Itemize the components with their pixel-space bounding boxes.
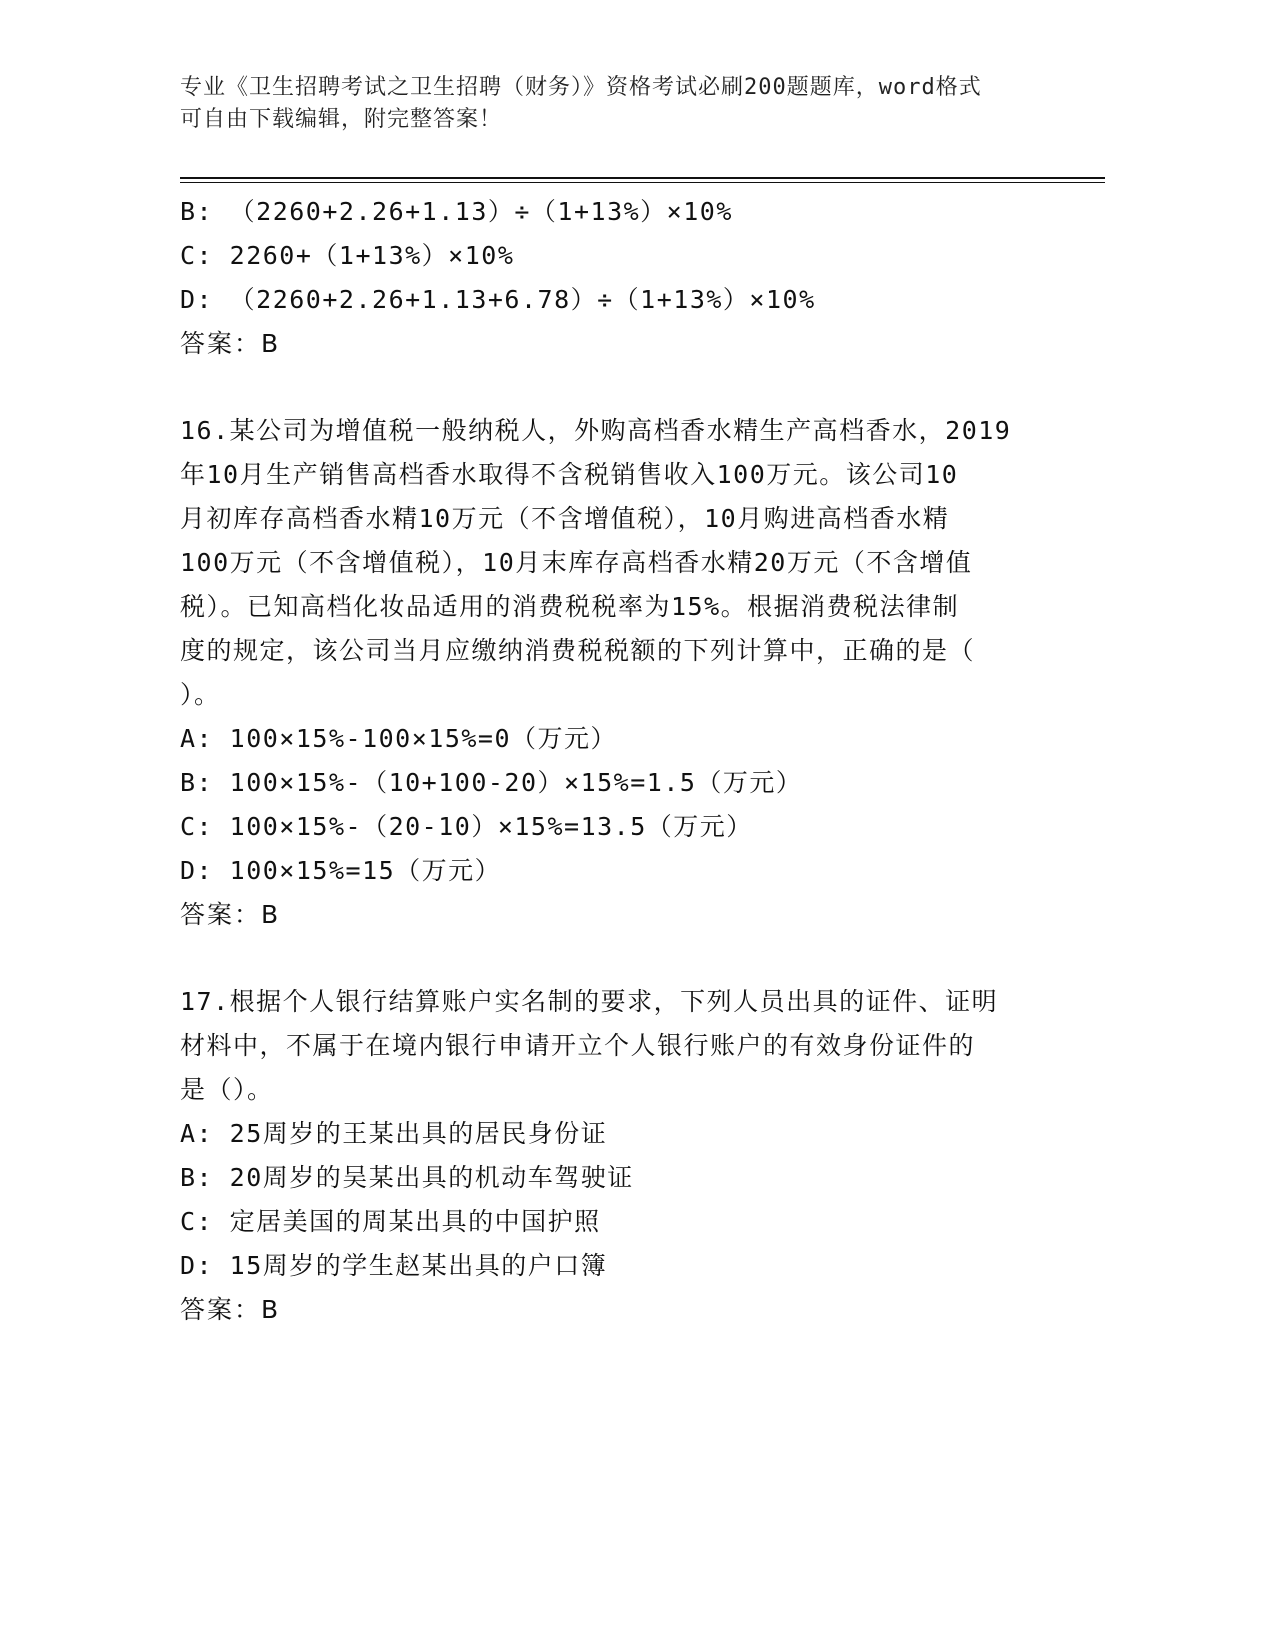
option-b: B: 100×15%-（10+100-20）×15%=1.5（万元） bbox=[180, 768, 803, 797]
question-stem-line: 16.某公司为增值税一般纳税人，外购高档香水精生产高档香水，2019 bbox=[180, 416, 1012, 445]
question-stem-line: 年10月生产销售高档香水取得不含税销售收入100万元。该公司10 bbox=[180, 460, 959, 489]
option-c: C: 2260+（1+13%）×10% bbox=[180, 241, 515, 270]
option-b: B: 20周岁的吴某出具的机动车驾驶证 bbox=[180, 1163, 634, 1192]
option-c: C: 100×15%-（20-10）×15%=13.5（万元） bbox=[180, 812, 753, 841]
spacer bbox=[180, 366, 1060, 409]
option-d: D: （2260+2.26+1.13+6.78）÷（1+13%）×10% bbox=[180, 285, 816, 314]
option-a: A: 25周岁的王某出具的居民身份证 bbox=[180, 1119, 608, 1148]
answer-line: 答案：B bbox=[180, 329, 281, 358]
answer-line: 答案：B bbox=[180, 900, 281, 929]
option-c: C: 定居美国的周某出具的中国护照 bbox=[180, 1207, 601, 1236]
question-stem-line: 税）。已知高档化妆品适用的消费税税率为15%。根据消费税法律制 bbox=[180, 592, 960, 621]
question-stem-line: 度的规定，该公司当月应缴纳消费税税额的下列计算中，正确的是（ bbox=[180, 636, 976, 665]
question-16 bbox=[180, 409, 1060, 937]
page-header bbox=[180, 72, 1060, 136]
question-stem-line: 是（）。 bbox=[180, 1075, 274, 1104]
header-divider bbox=[180, 177, 1105, 183]
answer-line: 答案：B bbox=[180, 1295, 281, 1324]
spacer bbox=[180, 937, 1060, 980]
question-17 bbox=[180, 980, 1060, 1332]
question-stem-line: 月初库存高档香水精10万元（不含增值税），10月购进高档香水精 bbox=[180, 504, 950, 533]
question-stem-line: ）。 bbox=[180, 680, 221, 709]
option-a: A: 100×15%-100×15%=0（万元） bbox=[180, 724, 618, 753]
header-line-1: 专业《卫生招聘考试之卫生招聘（财务）》资格考试必刷200题题库，word格式 bbox=[180, 75, 982, 100]
question-stem-line: 100万元（不含增值税），10月末库存高档香水精20万元（不含增值 bbox=[180, 548, 973, 577]
option-d: D: 100×15%=15（万元） bbox=[180, 856, 502, 885]
question-content bbox=[180, 190, 1060, 1332]
option-d: D: 15周岁的学生赵某出具的户口簿 bbox=[180, 1251, 608, 1280]
question-stem-line: 材料中，不属于在境内银行申请开立个人银行账户的有效身份证件的 bbox=[180, 1031, 976, 1060]
header-line-2: 可自由下载编辑，附完整答案！ bbox=[180, 107, 503, 132]
option-b: B: （2260+2.26+1.13）÷（1+13%）×10% bbox=[180, 197, 733, 226]
question-15-continued bbox=[180, 190, 1060, 366]
question-stem-line: 17.根据个人银行结算账户实名制的要求，下列人员出具的证件、证明 bbox=[180, 987, 999, 1016]
